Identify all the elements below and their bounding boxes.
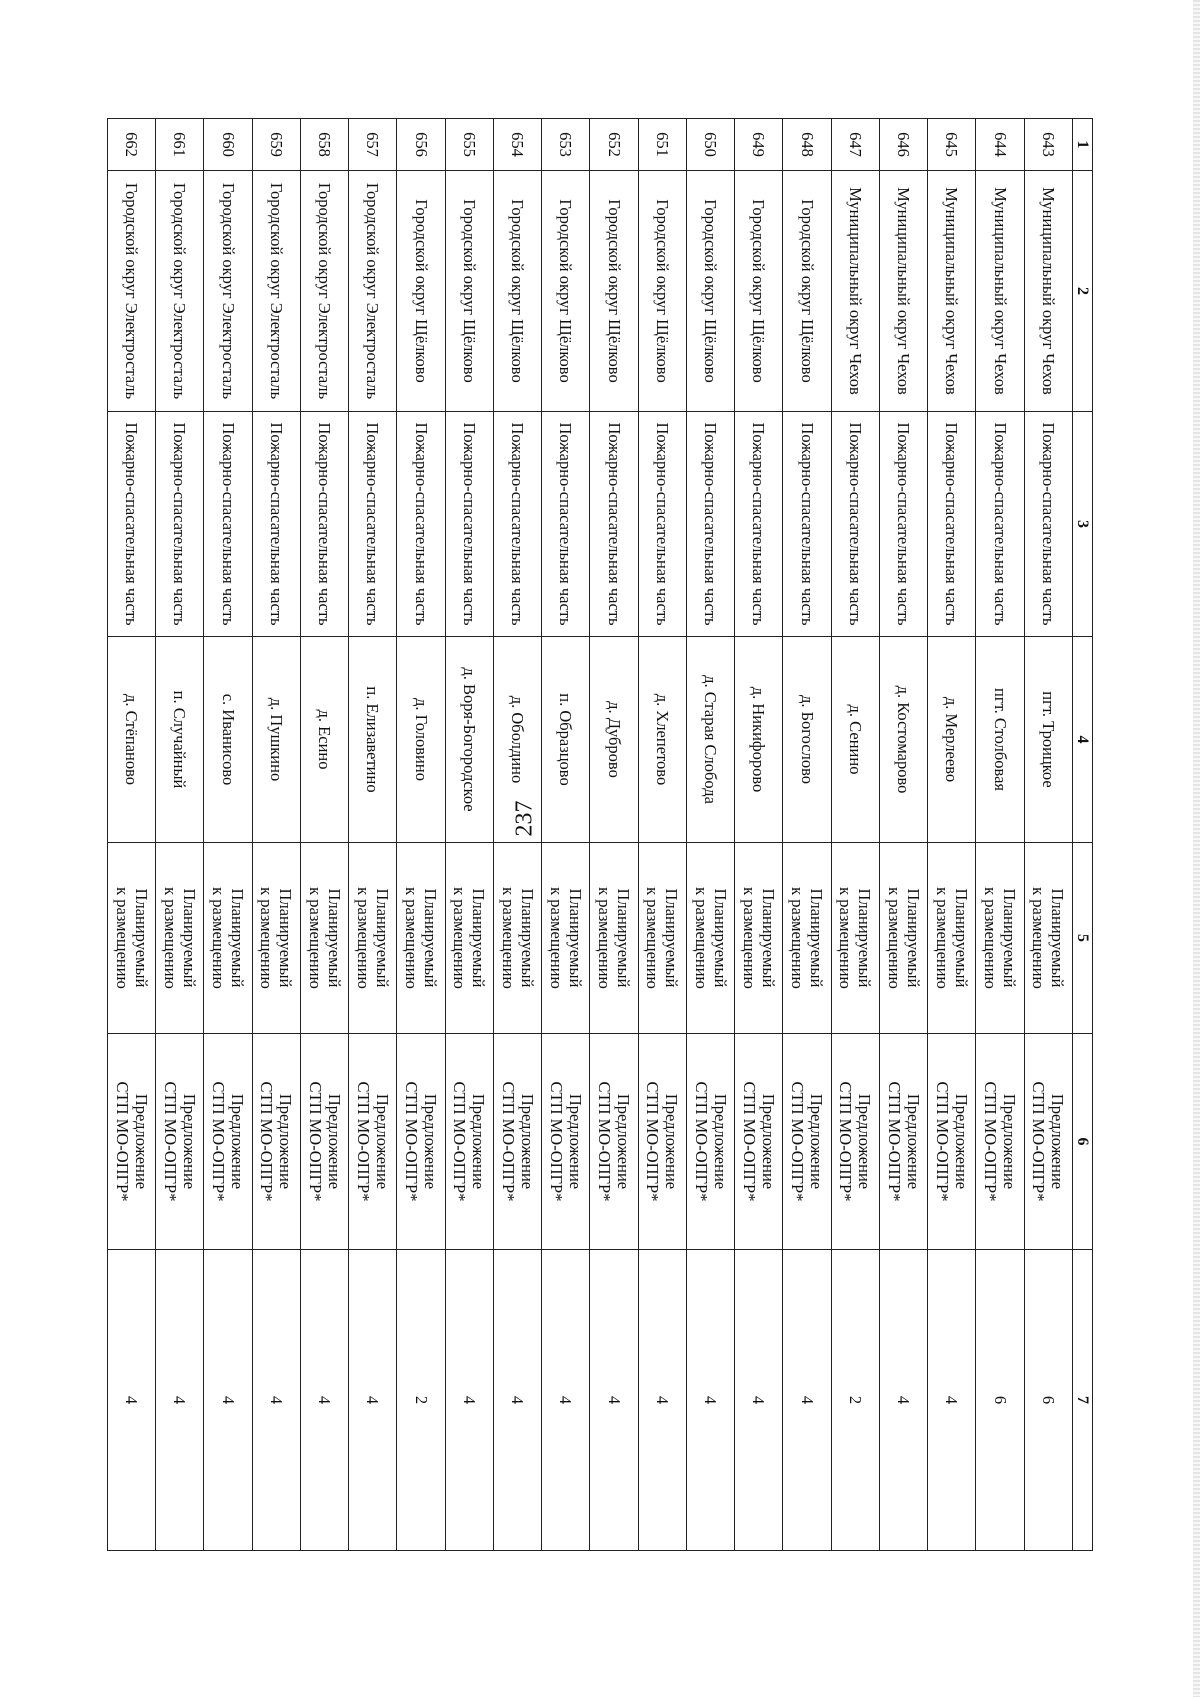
cell-capacity: 6 — [1024, 1250, 1072, 1551]
cell-settlement: пгт. Троицкое — [1024, 637, 1072, 843]
table-row — [204, 119, 252, 1551]
cell-facility-type: Пожарно-спасательная часть — [687, 412, 735, 637]
page-number: 237 — [511, 800, 538, 837]
table-body — [108, 119, 1073, 1551]
table-row — [397, 119, 445, 1551]
cell-capacity: 4 — [252, 1250, 300, 1551]
cell-row-number: 648 — [783, 119, 831, 171]
cell-municipality: Городской округ Электросталь — [108, 171, 156, 412]
cell-settlement: д. Дуброво — [590, 637, 638, 843]
cell-source: Предложение СТП МО-ОПГР* — [687, 1034, 735, 1250]
cell-row-number: 658 — [301, 119, 349, 171]
cell-facility-type: Пожарно-спасательная часть — [156, 412, 204, 637]
table-row — [735, 119, 783, 1551]
cell-municipality: Городской округ Щёлково — [735, 171, 783, 412]
cell-capacity: 2 — [831, 1250, 879, 1551]
cell-facility-type: Пожарно-спасательная часть — [783, 412, 831, 637]
table-row — [976, 119, 1024, 1551]
cell-source: Предложение СТП МО-ОПГР* — [783, 1034, 831, 1250]
cell-status: Планируемый к размещению — [1024, 843, 1072, 1034]
cell-municipality: Городской округ Электросталь — [349, 171, 397, 412]
cell-source: Предложение СТП МО-ОПГР* — [349, 1034, 397, 1250]
cell-source: Предложение СТП МО-ОПГР* — [735, 1034, 783, 1250]
cell-capacity: 2 — [397, 1250, 445, 1551]
cell-municipality: Городской округ Щёлково — [638, 171, 686, 412]
cell-status: Планируемый к размещению — [831, 843, 879, 1034]
cell-status: Планируемый к размещению — [928, 843, 976, 1034]
cell-status: Планируемый к размещению — [252, 843, 300, 1034]
cell-facility-type: Пожарно-спасательная часть — [204, 412, 252, 637]
cell-capacity: 6 — [976, 1250, 1024, 1551]
cell-row-number: 643 — [1024, 119, 1072, 171]
cell-facility-type: Пожарно-спасательная часть — [252, 412, 300, 637]
cell-status: Планируемый к размещению — [397, 843, 445, 1034]
cell-facility-type: Пожарно-спасательная часть — [108, 412, 156, 637]
cell-capacity: 4 — [928, 1250, 976, 1551]
cell-source: Предложение СТП МО-ОПГР* — [880, 1034, 928, 1250]
table-row — [108, 119, 156, 1551]
cell-row-number: 661 — [156, 119, 204, 171]
table-row — [445, 119, 493, 1551]
cell-municipality: Городской округ Щёлково — [783, 171, 831, 412]
cell-capacity: 4 — [156, 1250, 204, 1551]
cell-facility-type: Пожарно-спасательная часть — [590, 412, 638, 637]
cell-capacity: 4 — [204, 1250, 252, 1551]
cell-settlement: д. Богослово — [783, 637, 831, 843]
cell-settlement: п. Елизаветино — [349, 637, 397, 843]
header-cell-5: 5 — [1073, 843, 1093, 1034]
cell-status: Планируемый к размещению — [880, 843, 928, 1034]
cell-settlement: д. Есино — [301, 637, 349, 843]
cell-source: Предложение СТП МО-ОПГР* — [542, 1034, 590, 1250]
cell-row-number: 653 — [542, 119, 590, 171]
cell-row-number: 647 — [831, 119, 879, 171]
cell-row-number: 645 — [928, 119, 976, 171]
cell-row-number: 650 — [687, 119, 735, 171]
cell-capacity: 4 — [638, 1250, 686, 1551]
cell-source: Предложение СТП МО-ОПГР* — [108, 1034, 156, 1250]
cell-settlement: д. Оболдино — [494, 637, 542, 843]
cell-capacity: 4 — [349, 1250, 397, 1551]
cell-settlement: д. Воря-Богородское — [445, 637, 493, 843]
cell-status: Планируемый к размещению — [108, 843, 156, 1034]
cell-source: Предложение СТП МО-ОПГР* — [204, 1034, 252, 1250]
cell-settlement: д. Пушкино — [252, 637, 300, 843]
cell-row-number: 656 — [397, 119, 445, 171]
cell-source: Предложение СТП МО-ОПГР* — [494, 1034, 542, 1250]
cell-facility-type: Пожарно-спасательная часть — [735, 412, 783, 637]
header-cell-1: 1 — [1073, 119, 1093, 171]
rotated-table-container — [107, 118, 1093, 1550]
cell-status: Планируемый к размещению — [590, 843, 638, 1034]
facilities-table — [107, 118, 1093, 1551]
cell-status: Планируемый к размещению — [156, 843, 204, 1034]
cell-municipality: Городской округ Щёлково — [445, 171, 493, 412]
cell-row-number: 654 — [494, 119, 542, 171]
cell-municipality: Городской округ Щёлково — [542, 171, 590, 412]
cell-source: Предложение СТП МО-ОПГР* — [445, 1034, 493, 1250]
cell-settlement: д. Сенино — [831, 637, 879, 843]
cell-row-number: 646 — [880, 119, 928, 171]
cell-municipality: Муниципальный округ Чехов — [1024, 171, 1072, 412]
cell-status: Планируемый к размещению — [204, 843, 252, 1034]
cell-municipality: Муниципальный округ Чехов — [976, 171, 1024, 412]
cell-municipality: Муниципальный округ Чехов — [928, 171, 976, 412]
cell-status: Планируемый к размещению — [783, 843, 831, 1034]
cell-row-number: 657 — [349, 119, 397, 171]
table-row — [1024, 119, 1072, 1551]
cell-facility-type: Пожарно-спасательная часть — [1024, 412, 1072, 637]
cell-settlement: с. Иванисово — [204, 637, 252, 843]
cell-municipality: Городской округ Электросталь — [252, 171, 300, 412]
cell-municipality: Городской округ Электросталь — [301, 171, 349, 412]
cell-facility-type: Пожарно-спасательная часть — [349, 412, 397, 637]
cell-facility-type: Пожарно-спасательная часть — [928, 412, 976, 637]
cell-settlement: д. Никифорово — [735, 637, 783, 843]
cell-capacity: 4 — [590, 1250, 638, 1551]
table-row — [494, 119, 542, 1551]
table-row — [687, 119, 735, 1551]
cell-source: Предложение СТП МО-ОПГР* — [928, 1034, 976, 1250]
table-row — [831, 119, 879, 1551]
table-row — [880, 119, 928, 1551]
cell-capacity: 4 — [108, 1250, 156, 1551]
header-cell-7: 7 — [1073, 1250, 1093, 1551]
cell-row-number: 660 — [204, 119, 252, 171]
cell-capacity: 4 — [687, 1250, 735, 1551]
table-row — [252, 119, 300, 1551]
cell-status: Планируемый к размещению — [638, 843, 686, 1034]
cell-source: Предложение СТП МО-ОПГР* — [590, 1034, 638, 1250]
cell-municipality: Городской округ Щёлково — [494, 171, 542, 412]
cell-source: Предложение СТП МО-ОПГР* — [976, 1034, 1024, 1250]
cell-municipality: Городской округ Щёлково — [590, 171, 638, 412]
cell-status: Планируемый к размещению — [301, 843, 349, 1034]
cell-row-number: 655 — [445, 119, 493, 171]
cell-capacity: 4 — [301, 1250, 349, 1551]
cell-capacity: 4 — [494, 1250, 542, 1551]
cell-source: Предложение СТП МО-ОПГР* — [252, 1034, 300, 1250]
cell-status: Планируемый к размещению — [687, 843, 735, 1034]
cell-capacity: 4 — [735, 1250, 783, 1551]
cell-facility-type: Пожарно-спасательная часть — [494, 412, 542, 637]
cell-source: Предложение СТП МО-ОПГР* — [638, 1034, 686, 1250]
cell-status: Планируемый к размещению — [735, 843, 783, 1034]
cell-municipality: Городской округ Электросталь — [156, 171, 204, 412]
cell-source: Предложение СТП МО-ОПГР* — [397, 1034, 445, 1250]
table-row — [301, 119, 349, 1551]
table-row — [783, 119, 831, 1551]
table-row — [928, 119, 976, 1551]
header-cell-3: 3 — [1073, 412, 1093, 637]
cell-capacity: 4 — [542, 1250, 590, 1551]
cell-status: Планируемый к размещению — [349, 843, 397, 1034]
cell-capacity: 4 — [783, 1250, 831, 1551]
table-row — [349, 119, 397, 1551]
cell-source: Предложение СТП МО-ОПГР* — [1024, 1034, 1072, 1250]
cell-status: Планируемый к размещению — [542, 843, 590, 1034]
cell-facility-type: Пожарно-спасательная часть — [638, 412, 686, 637]
cell-municipality: Муниципальный округ Чехов — [880, 171, 928, 412]
cell-capacity: 4 — [880, 1250, 928, 1551]
cell-facility-type: Пожарно-спасательная часть — [976, 412, 1024, 637]
cell-facility-type: Пожарно-спасательная часть — [542, 412, 590, 637]
cell-row-number: 662 — [108, 119, 156, 171]
cell-source: Предложение СТП МО-ОПГР* — [156, 1034, 204, 1250]
cell-row-number: 652 — [590, 119, 638, 171]
cell-row-number: 644 — [976, 119, 1024, 171]
cell-settlement: д. Стёпаново — [108, 637, 156, 843]
cell-settlement: пгт. Столбовая — [976, 637, 1024, 843]
header-cell-2: 2 — [1073, 171, 1093, 412]
cell-settlement: п. Образцово — [542, 637, 590, 843]
cell-row-number: 649 — [735, 119, 783, 171]
cell-status: Планируемый к размещению — [976, 843, 1024, 1034]
cell-status: Планируемый к размещению — [445, 843, 493, 1034]
header-cell-4: 4 — [1073, 637, 1093, 843]
cell-facility-type: Пожарно-спасательная часть — [880, 412, 928, 637]
cell-source: Предложение СТП МО-ОПГР* — [831, 1034, 879, 1250]
cell-municipality: Городской округ Электросталь — [204, 171, 252, 412]
cell-status: Планируемый к размещению — [494, 843, 542, 1034]
cell-facility-type: Пожарно-спасательная часть — [301, 412, 349, 637]
cell-source: Предложение СТП МО-ОПГР* — [301, 1034, 349, 1250]
cell-settlement: д. Головино — [397, 637, 445, 843]
table-row — [590, 119, 638, 1551]
cell-capacity: 4 — [445, 1250, 493, 1551]
cell-municipality: Муниципальный округ Чехов — [831, 171, 879, 412]
cell-settlement: д. Хлепетово — [638, 637, 686, 843]
cell-settlement: д. Мерлеево — [928, 637, 976, 843]
cell-row-number: 659 — [252, 119, 300, 171]
table-row — [156, 119, 204, 1551]
cell-settlement: д. Старая Слобода — [687, 637, 735, 843]
table-row — [638, 119, 686, 1551]
header-row — [1073, 119, 1093, 1551]
header-cell-6: 6 — [1073, 1034, 1093, 1250]
cell-facility-type: Пожарно-спасательная часть — [397, 412, 445, 637]
cell-settlement: п. Случайный — [156, 637, 204, 843]
cell-facility-type: Пожарно-спасательная часть — [445, 412, 493, 637]
cell-municipality: Городской округ Щёлково — [397, 171, 445, 412]
cell-settlement: д. Костомарово — [880, 637, 928, 843]
cell-row-number: 651 — [638, 119, 686, 171]
table-row — [542, 119, 590, 1551]
scan-edge — [1193, 0, 1200, 1697]
cell-facility-type: Пожарно-спасательная часть — [831, 412, 879, 637]
cell-municipality: Городской округ Щёлково — [687, 171, 735, 412]
